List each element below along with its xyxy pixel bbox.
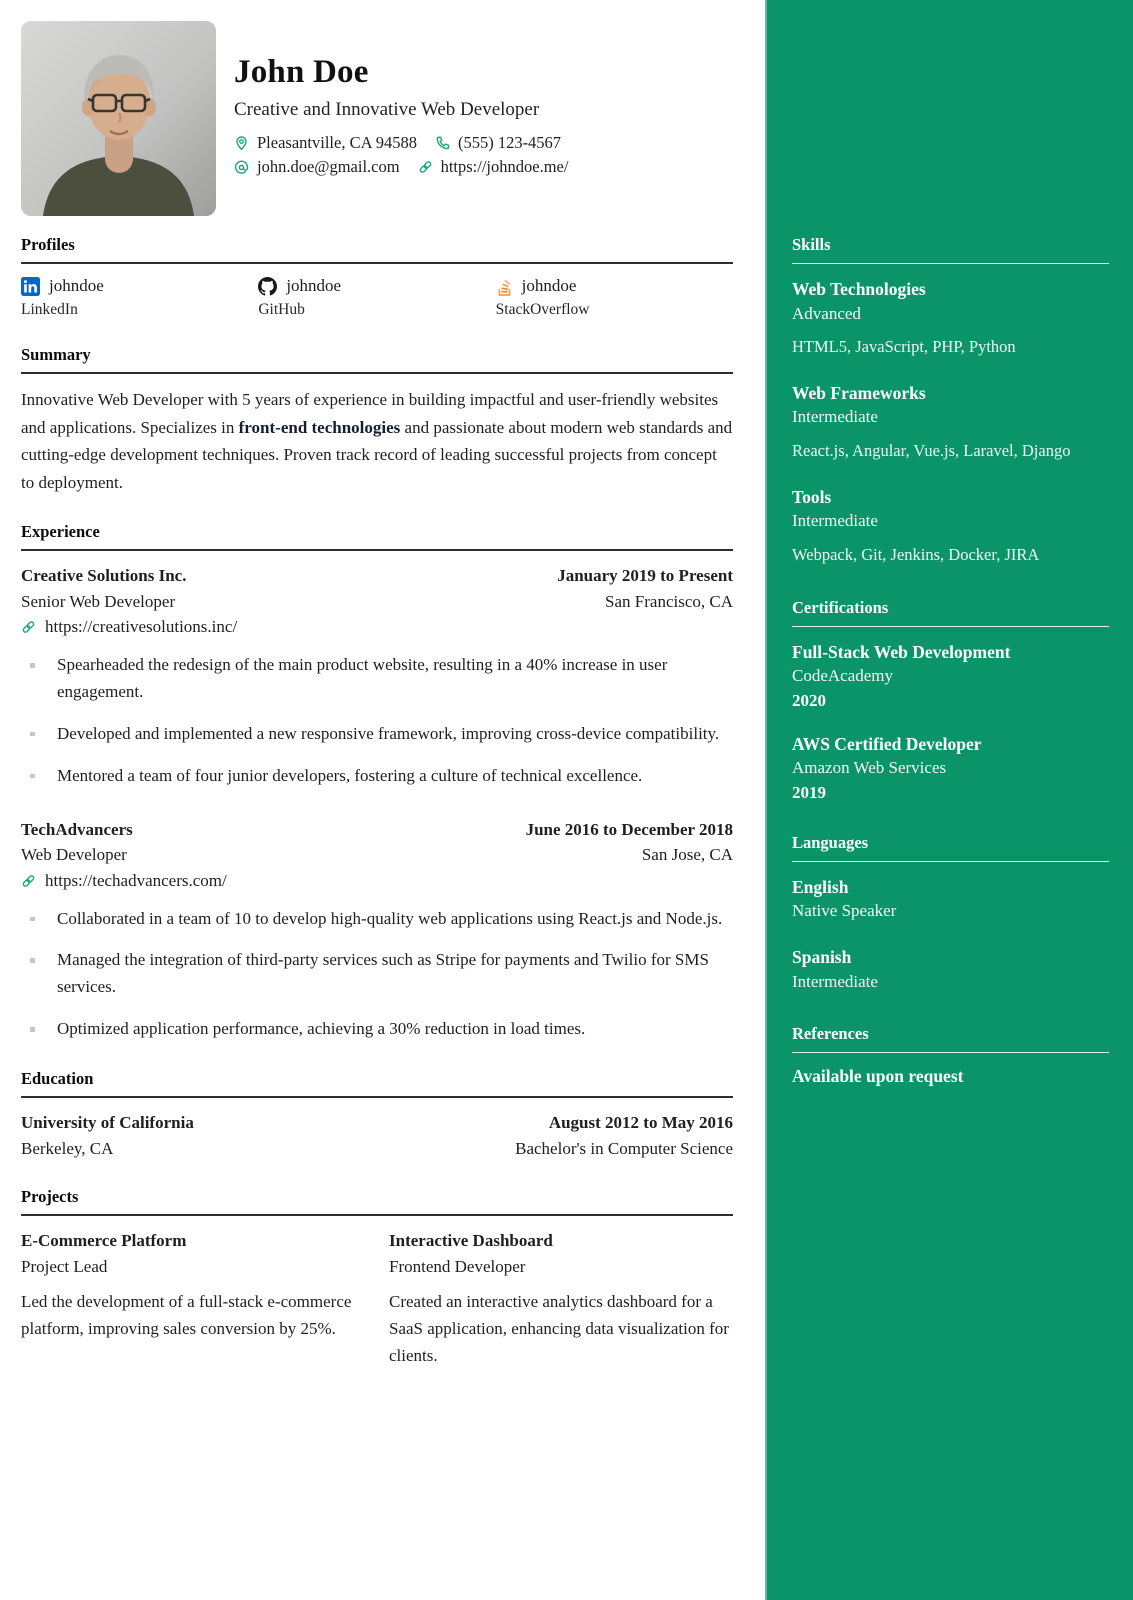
location-icon (234, 135, 249, 151)
company-url-text[interactable]: https://creativesolutions.inc/ (45, 617, 238, 637)
section-summary (21, 345, 733, 496)
bullet-item: Managed the integration of third-party services such as Stripe for payments and Twilio for SMS services. (21, 947, 733, 1001)
project-name: E-Commerce Platform (21, 1231, 187, 1250)
date-range: January 2019 to Present (557, 566, 733, 586)
bullet-item: Developed and implemented a new responsive framework, improving cross-device compatibility. (21, 721, 733, 748)
certification-item (792, 640, 1109, 711)
profile-username[interactable]: johndoe (49, 276, 104, 295)
language-name: Spanish (792, 947, 852, 968)
profile-network: GitHub (258, 301, 305, 318)
bullet-item: Collaborated in a team of 10 to develop high-quality web applications using React.js and Node.js. (21, 906, 733, 933)
location-text: Pleasantville, CA 94588 (257, 133, 417, 153)
profile-photo (21, 21, 216, 216)
project-role: Project Lead (21, 1256, 108, 1276)
skill-name: Tools (792, 486, 832, 507)
skill-level: Advanced (792, 303, 861, 323)
skill-level: Intermediate (792, 511, 878, 531)
skill-item (792, 277, 1109, 360)
project-description: Led the development of a full-stack e-commerce platform, improving sales conversion by 25%. (21, 1292, 352, 1339)
company-name: Creative Solutions Inc. (21, 566, 187, 586)
sidebar-section-skills (792, 235, 1109, 568)
school-name: University of California (21, 1113, 194, 1132)
profile-github[interactable] (258, 276, 495, 319)
bullet-item: Mentored a team of four junior developers, fostering a culture of technical excellence. (21, 763, 733, 790)
summary-text-before: Innovative Web Developer with 5 years of experience in building impactful and user-friendly websites and applications. Specializes in (21, 390, 719, 437)
email-text[interactable]: john.doe@gmail.com (257, 157, 400, 177)
certification-item (792, 732, 1109, 803)
profile-network: LinkedIn (21, 301, 78, 318)
company-url-text[interactable]: https://techadvancers.com/ (45, 870, 227, 890)
linkedin-icon (21, 277, 40, 296)
education-heading: Education (21, 1069, 733, 1098)
language-name: English (792, 876, 849, 897)
profile-stackoverflow[interactable] (496, 276, 733, 319)
projects-grid (21, 1228, 733, 1370)
certification-name: AWS Certified Developer (792, 733, 982, 754)
experience-entry (21, 817, 733, 1043)
projects-heading: Projects (21, 1187, 733, 1216)
contact-email[interactable] (234, 157, 400, 177)
skill-name: Web Technologies (792, 279, 926, 299)
phone-text: (555) 123-4567 (457, 133, 562, 153)
section-experience (21, 522, 733, 1043)
link-icon (418, 159, 433, 175)
summary-text-after: and passionate about modern web standards and cutting-edge development techniques. Proven track record of leading successful projects from concept to deployment. (21, 417, 733, 492)
github-icon (258, 277, 277, 296)
header-text (216, 21, 654, 216)
references-text: Available upon request (792, 1066, 964, 1087)
sidebar (765, 0, 1133, 1600)
bullet-item: Optimized application performance, achieving a 30% reduction in load times. (21, 1016, 733, 1043)
link-icon (21, 873, 36, 889)
education-dates: August 2012 to May 2016 (548, 1113, 733, 1132)
degree: Bachelor's in Computer Science (515, 1138, 733, 1158)
job-location: San Jose, CA (641, 845, 733, 865)
section-education (21, 1069, 733, 1161)
job-location: San Francisco, CA (605, 591, 733, 611)
summary-heading: Summary (21, 345, 733, 374)
certifications-heading: Certifications (792, 598, 1109, 627)
stackoverflow-icon (496, 277, 513, 296)
certification-year: 2020 (792, 690, 826, 710)
company-url[interactable] (21, 617, 733, 637)
skill-keywords: HTML5, JavaScript, PHP, Python (792, 337, 1016, 357)
skill-item (792, 485, 1109, 568)
project-description: Created an interactive analytics dashboard for a SaaS application, enhancing data visualization for clients. (389, 1292, 729, 1366)
profile-linkedin[interactable] (21, 276, 258, 319)
school-location: Berkeley, CA (21, 1138, 114, 1158)
project-name: Interactive Dashboard (389, 1231, 553, 1250)
company-name: TechAdvancers (21, 819, 133, 839)
company-url[interactable] (21, 871, 733, 891)
job-title: Web Developer (21, 845, 127, 865)
language-item (792, 875, 1109, 924)
language-item (792, 945, 1109, 994)
contact-list (234, 133, 654, 177)
project-role: Frontend Developer (389, 1256, 526, 1276)
contact-location (234, 133, 417, 153)
contact-website[interactable] (418, 157, 569, 177)
profiles-row (21, 276, 733, 319)
experience-heading: Experience (21, 522, 733, 551)
skill-level: Intermediate (792, 407, 878, 427)
skill-item (792, 381, 1109, 464)
bullet-item: Spearheaded the redesign of the main product website, resulting in a 40% increase in user engagement. (21, 652, 733, 706)
certification-year: 2019 (792, 782, 826, 802)
profile-network: StackOverflow (495, 301, 590, 318)
profile-username[interactable]: johndoe (286, 276, 342, 295)
sidebar-section-certifications (792, 598, 1109, 803)
language-level: Intermediate (792, 971, 878, 991)
contact-phone (435, 133, 561, 153)
project-item (21, 1228, 365, 1370)
headline: Creative and Innovative Web Developer (234, 98, 540, 120)
experience-entry (21, 563, 733, 789)
profiles-heading: Profiles (21, 235, 733, 264)
phone-icon (435, 135, 450, 151)
header (21, 21, 733, 216)
summary-text-bold: front-end technologies (238, 417, 401, 437)
date-range: June 2016 to December 2018 (525, 819, 733, 839)
certification-name: Full-Stack Web Development (792, 641, 1011, 662)
name: John Doe (234, 54, 369, 90)
sidebar-section-references (792, 1024, 1109, 1087)
references-heading: References (792, 1024, 1109, 1053)
project-item (389, 1228, 733, 1370)
certification-issuer: CodeAcademy (792, 666, 894, 686)
sidebar-section-languages (792, 833, 1109, 994)
skills-heading: Skills (792, 235, 1109, 264)
website-text[interactable]: https://johndoe.me/ (440, 157, 569, 177)
experience-bullets (21, 906, 733, 1043)
portrait-illustration (21, 21, 216, 216)
skill-keywords: Webpack, Git, Jenkins, Docker, JIRA (792, 544, 1040, 564)
certification-issuer: Amazon Web Services (792, 758, 947, 778)
experience-bullets (21, 652, 733, 789)
languages-heading: Languages (792, 833, 1109, 862)
link-icon (21, 619, 36, 635)
section-projects (21, 1187, 733, 1370)
profile-username[interactable]: johndoe (521, 276, 577, 295)
section-profiles (21, 235, 733, 319)
skill-name: Web Frameworks (792, 382, 926, 403)
language-level: Native Speaker (792, 901, 897, 921)
skill-keywords: React.js, Angular, Vue.js, Laravel, Django (792, 441, 1071, 461)
email-icon (234, 159, 249, 175)
summary-text (21, 386, 733, 496)
job-title: Senior Web Developer (21, 591, 176, 611)
